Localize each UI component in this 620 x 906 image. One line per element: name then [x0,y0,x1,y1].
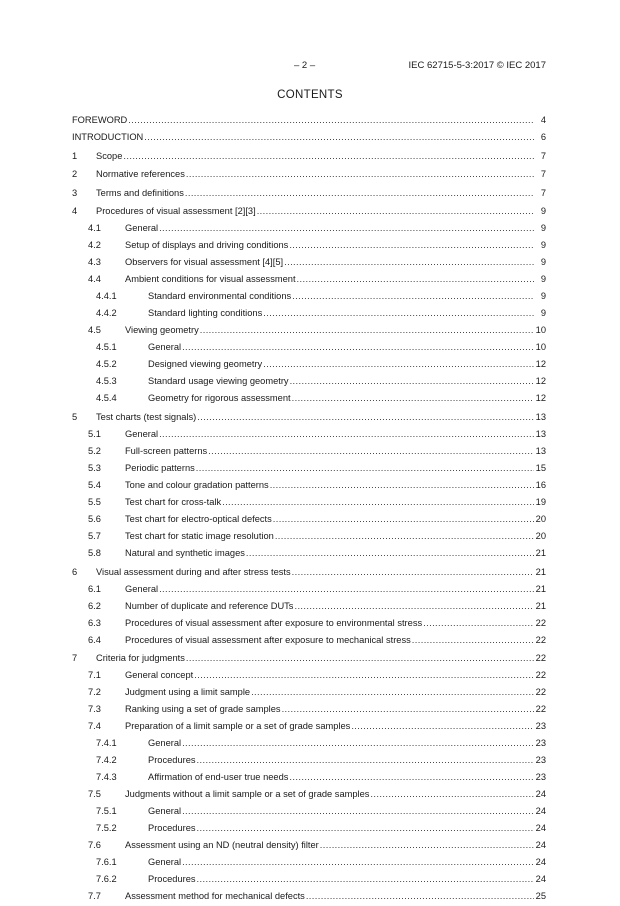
toc-entry-number: 7.6.1 [96,857,117,868]
toc-entry-title: Procedures [148,755,196,766]
toc-entry[interactable] [72,306,546,323]
toc-entry-line [125,512,534,526]
dot-leader [197,410,534,424]
dot-leader [197,872,534,886]
toc-entry-line [125,478,534,492]
toc-entry-page: 21 [535,600,546,611]
toc-entry-line [96,651,534,665]
toc-entry-number: 3 [72,187,78,198]
toc-entry-page: 22 [535,670,546,681]
toc-entry-line [125,529,534,543]
toc-entry-number: 7.5.2 [96,823,117,834]
toc-entry-page: 9 [540,223,546,234]
toc-entry-number: 7.4.1 [96,738,117,749]
dot-leader [289,238,534,252]
toc-entry[interactable] [72,374,546,391]
toc-entry[interactable] [72,149,546,166]
toc-entry-number: 4.4 [88,274,101,285]
toc-entry-line [125,685,534,699]
dot-leader [222,495,534,509]
toc-entry-line [125,838,534,852]
toc-entry[interactable] [72,323,546,340]
toc-entry-line [148,289,534,303]
toc-entry-title: Standard environmental conditions [148,291,292,302]
toc-entry[interactable] [72,357,546,374]
toc-entry-line [125,495,534,509]
toc-entry-title: Standard usage viewing geometry [148,376,289,387]
toc-entry-line [125,221,534,235]
dot-leader [197,821,534,835]
toc-entry-number: 6.1 [88,583,101,594]
toc-entry-title: Geometry for rigorous assessment [148,393,291,404]
toc-entry-line [125,427,534,441]
toc-entry-page: 22 [535,634,546,645]
toc-entry-line [72,130,534,144]
dot-leader [159,582,534,596]
toc-entry-title: Procedures of visual assessment after exposure to mechanical stress [125,634,411,645]
toc-entry-title: General [125,583,159,594]
toc-entry[interactable] [72,668,546,685]
toc-entry-title: Assessment method for mechanical defects [125,891,305,902]
dot-leader [251,685,534,699]
toc-entry-line [148,391,534,405]
toc-entry-page: 7 [540,150,546,161]
dot-leader [128,113,534,127]
toc-entry-page: 23 [535,738,546,749]
toc-entry-title: Setup of displays and driving conditions [125,240,289,251]
toc-entry[interactable] [72,495,546,512]
toc-entry-number: 7.7 [88,891,101,902]
toc-entry[interactable] [72,770,546,787]
toc-entry[interactable] [72,872,546,889]
toc-entry-title: Periodic patterns [125,462,195,473]
toc-entry[interactable] [72,633,546,650]
contents-title: CONTENTS [277,89,343,101]
toc-entry-number: 4.5.1 [96,342,117,353]
toc-entry-number: 4.4.1 [96,291,117,302]
toc-entry-number: 6.3 [88,617,101,628]
toc-entry-line [148,821,534,835]
toc-entry-title: Test charts (test signals) [96,411,197,422]
toc-entry-title: Judgments without a limit sample or a set of grade samples [125,789,370,800]
toc-entry-title: INTRODUCTION [72,132,144,142]
toc-entry-page: 13 [535,445,546,456]
toc-entry-number: 5.3 [88,462,101,473]
toc-entry-line [125,633,534,647]
toc-entry-page: 12 [535,376,546,387]
toc-entry-title: Procedures of visual assessment [2][3] [96,206,256,217]
toc-entry-line [148,306,534,320]
dot-leader [123,149,534,163]
toc-entry[interactable] [72,719,546,736]
toc-entry-page: 12 [535,393,546,404]
toc-entry-number: 7.1 [88,670,101,681]
page-number: – 2 – [294,60,316,71]
toc-entry-line [125,668,534,682]
toc-entry-title: Procedures of visual assessment after exposure to environmental stress [125,617,423,628]
toc-entry-page: 23 [535,772,546,783]
toc-entry-title: General [148,738,182,749]
dot-leader [292,289,534,303]
page-header [72,60,546,74]
toc-entry-page: 13 [535,411,546,422]
toc-entry-number: 5.6 [88,513,101,524]
toc-entry[interactable] [72,391,546,408]
toc-entry-line [125,272,534,286]
toc-entry-page: 7 [540,169,546,180]
toc-entry-title: Ranking using a set of grade samples [125,704,281,715]
dot-leader [320,838,534,852]
toc-entry-number: 7.6.2 [96,874,117,885]
toc-entry-page: 24 [535,840,546,851]
toc-entry-line [148,357,534,371]
toc-entry-number: 6 [72,566,78,577]
toc-entry[interactable] [72,340,546,357]
toc-entry[interactable] [72,410,546,427]
toc-entry-title: Number of duplicate and reference DUTs [125,600,294,611]
toc-entry-line [148,872,534,886]
toc-entry-number: 7.4.2 [96,755,117,766]
toc-entry-number: 1 [72,150,78,161]
toc-entry-line [148,753,534,767]
toc-entry-page: 9 [540,257,546,268]
toc-entry-number: 6.4 [88,634,101,645]
toc-entry-title: General concept [125,670,194,681]
toc-entry[interactable] [72,889,546,906]
toc-entry-page: 19 [535,496,546,507]
toc-entry[interactable] [72,582,546,599]
toc-entry-number: 4.1 [88,223,101,234]
toc-entry-number: 5.1 [88,428,101,439]
toc-entry-line [96,410,534,424]
toc-entry-line [125,255,534,269]
toc-entry-title: General [148,806,182,817]
toc-entry-title: Viewing geometry [125,325,199,336]
toc-entry-page: 9 [540,274,546,285]
toc-entry[interactable] [72,616,546,633]
toc-entry-title: Test chart for cross-talk [125,496,222,507]
toc-entry-title: Standard lighting conditions [148,308,263,319]
toc-entry-title: General [148,857,182,868]
toc-entry[interactable] [72,855,546,872]
toc-entry-number: 7.4.3 [96,772,117,783]
toc-entry[interactable] [72,167,546,184]
dot-leader [182,736,534,750]
toc-entry-page: 9 [540,240,546,251]
dot-leader [289,770,534,784]
dot-leader [182,804,534,818]
dot-leader [294,599,534,613]
toc-entry[interactable] [72,685,546,702]
dot-leader [185,186,534,200]
toc-entry-page: 10 [535,325,546,336]
toc-entry-number: 7.5 [88,789,101,800]
toc-entry-title: Test chart for static image resolution [125,530,274,541]
toc-entry-line [148,340,534,354]
dot-leader [292,391,534,405]
toc-entry[interactable] [72,221,546,238]
dot-leader [186,651,534,665]
dot-leader [159,221,534,235]
toc-entry-page: 9 [540,291,546,302]
toc-entry-line [148,804,534,818]
toc-entry-number: 5.4 [88,479,101,490]
toc-entry-line [125,702,534,716]
toc-entry-number: 4.2 [88,240,101,251]
dot-leader [297,272,534,286]
toc-entry[interactable] [72,427,546,444]
toc-entry[interactable] [72,204,546,221]
toc-entry-line [96,149,534,163]
dot-leader [263,357,534,371]
toc-entry[interactable] [72,821,546,838]
toc-entry-title: Observers for visual assessment [4][5] [125,257,284,268]
toc-entry[interactable] [72,113,546,130]
dot-leader [275,529,534,543]
toc-entry-line [148,374,534,388]
dot-leader [196,461,534,475]
toc-entry-line [125,719,534,733]
toc-entry-title: Procedures [148,874,196,885]
toc-entry[interactable] [72,565,546,582]
toc-entry-line [72,113,534,127]
toc-entry-title: FOREWORD [72,115,128,125]
toc-entry-title: Full-screen patterns [125,445,208,456]
toc-entry-title: Terms and definitions [96,187,184,198]
toc-entry-page: 12 [535,359,546,370]
toc-entry-line [96,186,534,200]
dot-leader [144,130,534,144]
toc-entry[interactable] [72,289,546,306]
dot-leader [292,565,534,579]
toc-entry-number: 6.2 [88,600,101,611]
toc-entry-line [125,546,534,560]
toc-entry-number: 2 [72,169,78,180]
toc-entry-line [125,323,534,337]
dot-leader [412,633,534,647]
toc-entry-page: 6 [540,132,546,142]
toc-entry-page: 24 [535,874,546,885]
toc-entry-line [125,616,534,630]
toc-entry-number: 5.8 [88,547,101,558]
toc-entry-page: 13 [535,428,546,439]
table-of-contents [72,113,546,906]
dot-leader [263,306,534,320]
toc-entry[interactable] [72,787,546,804]
toc-entry-line [125,444,534,458]
toc-entry-page: 16 [535,479,546,490]
toc-entry-page: 21 [535,583,546,594]
toc-entry-number: 4.5 [88,325,101,336]
toc-entry-page: 4 [540,115,546,125]
dot-leader [270,478,534,492]
toc-entry[interactable] [72,186,546,203]
toc-entry[interactable] [72,838,546,855]
toc-entry-page: 22 [535,687,546,698]
toc-entry-title: Procedures [148,823,196,834]
toc-entry-line [125,461,534,475]
dot-leader [290,374,534,388]
toc-entry-number: 4.5.2 [96,359,117,370]
toc-entry-title: Ambient conditions for visual assessment [125,274,296,285]
toc-entry-line [125,599,534,613]
dot-leader [370,787,534,801]
toc-entry-title: Tone and colour gradation patterns [125,479,269,490]
toc-entry[interactable] [72,529,546,546]
toc-entry-page: 25 [535,891,546,902]
toc-entry-page: 7 [540,187,546,198]
toc-entry[interactable] [72,255,546,272]
toc-entry-title: Affirmation of end-user true needs [148,772,289,783]
toc-entry-title: Criteria for judgments [96,653,185,664]
toc-entry-number: 4.3 [88,257,101,268]
toc-entry[interactable] [72,651,546,668]
dot-leader [186,167,534,181]
toc-entry[interactable] [72,512,546,529]
toc-entry-title: General [148,342,182,353]
toc-entry-title: Designed viewing geometry [148,359,263,370]
toc-entry-line [125,238,534,252]
toc-entry-page: 22 [535,653,546,664]
dot-leader [282,702,534,716]
toc-entry[interactable] [72,753,546,770]
toc-entry-page: 9 [540,308,546,319]
toc-entry[interactable] [72,702,546,719]
toc-entry-page: 23 [535,755,546,766]
toc-entry-line [125,787,534,801]
toc-entry-page: 22 [535,704,546,715]
toc-entry-title: General [125,223,159,234]
toc-entry-number: 7.3 [88,704,101,715]
dot-leader [159,427,534,441]
toc-entry-page: 20 [535,530,546,541]
toc-entry-number: 4.5.3 [96,376,117,387]
toc-entry[interactable] [72,238,546,255]
toc-entry-number: 4.5.4 [96,393,117,404]
toc-entry-title: General [125,428,159,439]
toc-entry-title: Test chart for electro-optical defects [125,513,272,524]
toc-entry-line [96,565,534,579]
dot-leader [208,444,534,458]
dot-leader [182,855,534,869]
toc-entry-page: 21 [535,566,546,577]
toc-entry-title: Visual assessment during and after stress tests [96,566,291,577]
dot-leader [182,340,534,354]
dot-leader [200,323,534,337]
toc-entry-line [148,770,534,784]
toc-entry-number: 5.2 [88,445,101,456]
toc-entry[interactable] [72,130,546,147]
toc-entry[interactable] [72,478,546,495]
toc-entry-number: 5.7 [88,530,101,541]
toc-entry-line [125,582,534,596]
dot-leader [197,753,534,767]
toc-entry-page: 10 [535,342,546,353]
toc-entry[interactable] [72,272,546,289]
toc-entry-page: 15 [535,462,546,473]
toc-entry-title: Preparation of a limit sample or a set of grade samples [125,721,351,732]
toc-entry-number: 5 [72,411,78,422]
dot-leader [257,204,534,218]
dot-leader [351,719,534,733]
dot-leader [284,255,534,269]
toc-entry-number: 4 [72,206,78,217]
toc-entry-page: 24 [535,857,546,868]
toc-entry-line [96,204,534,218]
toc-entry-number: 7 [72,653,78,664]
toc-entry[interactable] [72,444,546,461]
toc-entry-page: 24 [535,789,546,800]
toc-entry[interactable] [72,461,546,478]
toc-entry-page: 24 [535,806,546,817]
toc-entry-page: 20 [535,513,546,524]
toc-entry-title: Judgment using a limit sample [125,687,251,698]
toc-entry-line [125,889,534,903]
toc-entry-number: 7.6 [88,840,101,851]
toc-entry[interactable] [72,599,546,616]
dot-leader [246,546,534,560]
toc-entry-number: 5.5 [88,496,101,507]
toc-entry[interactable] [72,546,546,563]
toc-entry-page: 24 [535,823,546,834]
toc-entry[interactable] [72,736,546,753]
toc-entry-title: Natural and synthetic images [125,547,245,558]
dot-leader [194,668,534,682]
toc-entry[interactable] [72,804,546,821]
toc-entry-page: 21 [535,547,546,558]
toc-entry-line [148,736,534,750]
toc-entry-line [96,167,534,181]
standard-reference: IEC 62715-5-3:2017 © IEC 2017 [408,60,546,71]
toc-entry-title: Assessment using an ND (neutral density) filter [125,840,319,851]
dot-leader [306,889,534,903]
dot-leader [423,616,534,630]
toc-entry-title: Scope [96,150,123,161]
dot-leader [273,512,534,526]
toc-entry-number: 7.5.1 [96,806,117,817]
toc-entry-page: 9 [540,206,546,217]
toc-entry-number: 4.4.2 [96,308,117,319]
toc-entry-number: 7.2 [88,687,101,698]
toc-entry-number: 7.4 [88,721,101,732]
toc-entry-line [148,855,534,869]
toc-entry-page: 23 [535,721,546,732]
toc-entry-title: Normative references [96,169,185,180]
toc-entry-page: 22 [535,617,546,628]
